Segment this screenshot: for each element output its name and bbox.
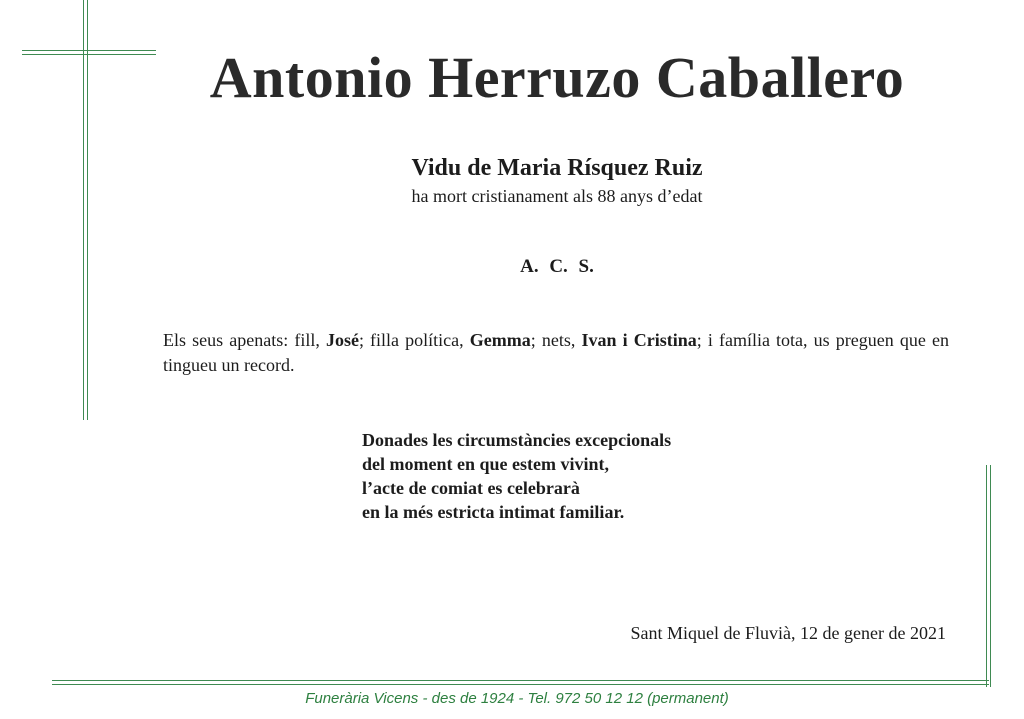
ceremony-notice: [362, 428, 671, 524]
mourners-intro: Els seus apenats: fill,: [163, 330, 326, 350]
mourner-grandchildren: Ivan i Cristina: [581, 330, 697, 350]
acs-abbreviation: A. C. S.: [520, 256, 594, 277]
place-and-date: Sant Miquel de Fluvià, 12 de gener de 2021: [630, 623, 946, 643]
deceased-name: Antonio Herruzo Caballero: [209, 45, 905, 110]
frame-right-border: [986, 465, 991, 687]
mourner-daughter-in-law: Gemma: [469, 330, 531, 350]
notice-line: Donades les circumstàncies excepcionals: [362, 430, 672, 450]
notice-line: en la més estricta intimat familiar.: [362, 502, 625, 522]
notice-line: l’acte de comiat es celebrarà: [362, 478, 580, 498]
mourners-paragraph: [163, 328, 949, 378]
death-line: ha mort cristianament als 88 anys d’edat: [411, 186, 703, 206]
notice-line: del moment en que estem vivint,: [362, 454, 609, 474]
mourners-separator: ; nets,: [530, 330, 582, 350]
mourners-outro: ; i família tota, us preguen que en tingueu un record.: [163, 330, 949, 375]
funeral-home-footer: Funerària Vicens - des de 1924 - Tel. 972 50 12 12 (permanent): [305, 690, 729, 707]
frame-bottom-border: [52, 680, 989, 685]
mourners-separator: ; filla política,: [358, 330, 470, 350]
mourner-son: José: [325, 330, 359, 350]
widow-of-line: Vidu de Maria Rísquez Ruiz: [411, 155, 703, 181]
